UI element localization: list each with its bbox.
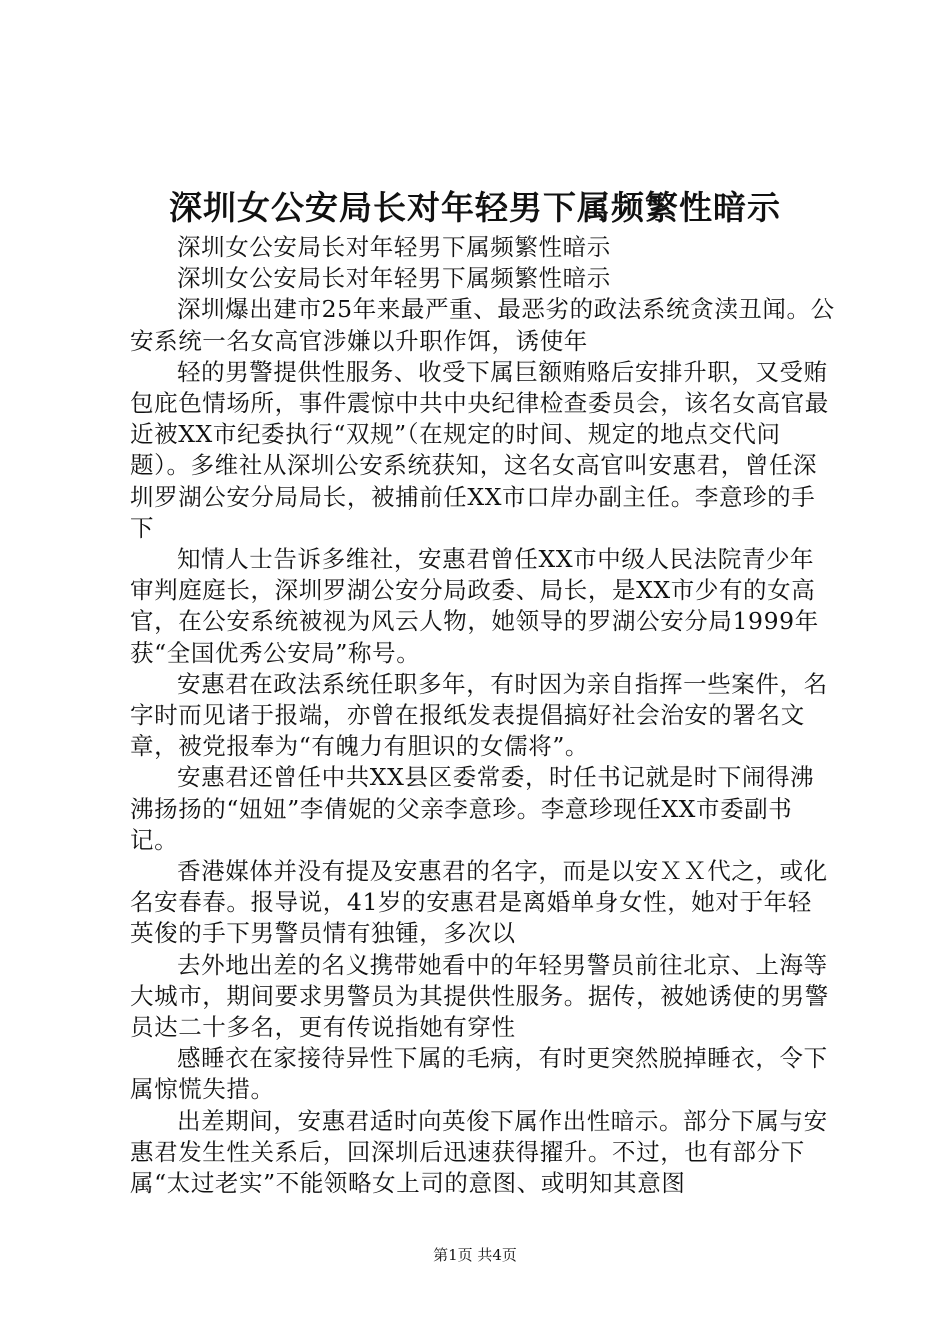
paragraph: 香港媒体并没有提及安惠君的名字，而是以安ＸＸ代之，或化名安春春。报导说，41岁的安惠君是离婚单身女性，她对于年轻英俊的手下男警员情有独锺，多次以 xyxy=(130,857,828,948)
paragraph: 深圳女公安局长对年轻男下属频繁性暗示 xyxy=(177,233,611,261)
paragraph: 出差期间，安惠君适时向英俊下属作出性暗示。部分下属与安惠君发生性关系后，回深圳后迅速获得擢升。不过，也有部分下属“太过老实”不能领略女上司的意图、或明知其意图 xyxy=(130,1106,828,1198)
paragraph: 轻的男警提供性服务、收受下属巨额贿赂后安排升职，又受贿包庇色情场所，事件震惊中共中央纪律检查委员会，该名女高官最近被XX市纪委执行“双规”（在规定的时间、规定的地点交代问题）。多维社从深圳公安系统获知，这名女高官叫安惠君，曾任深圳罗湖公安分局局长，被捕前任XX市口岸办副主任。李意珍的手下 xyxy=(130,357,829,542)
paragraph: 知情人士告诉多维社，安惠君曾任XX市中级人民法院青少年审判庭庭长，深圳罗湖公安分局政委、局长，是XX市少有的女高官，在公安系统被视为风云人物，她领导的罗湖公安分局1999年获“全国优秀公安局”称号。 xyxy=(130,545,819,667)
page-number-footer: 第1页 共4页 xyxy=(433,1246,517,1264)
document-title: 深圳女公安局长对年轻男下属频繁性暗示 xyxy=(169,188,781,227)
paragraph: 感睡衣在家接待异性下属的毛病，有时更突然脱掉睡衣，令下属惊慌失措。 xyxy=(130,1044,828,1104)
paragraph: 去外地出差的名义携带她看中的年轻男警员前往北京、上海等大城市，期间要求男警员为其提供性服务。据传，被她诱使的男警员达二十多名，更有传说指她有穿性 xyxy=(130,950,829,1042)
paragraph: 安惠君还曾任中共XX县区委常委，时任书记就是时下闹得沸沸扬扬的“妞妞”李倩妮的父亲李意珍。李意珍现任XX市委副书记。 xyxy=(130,763,815,854)
paragraph: 安惠君在政法系统任职多年，有时因为亲自指挥一些案件，名字时而见诸于报端，亦曾在报纸发表提倡搞好社会治安的署名文章，被党报奉为“有魄力有胆识的女儒将”。 xyxy=(130,669,828,761)
document-body xyxy=(130,232,835,1199)
paragraph: 深圳爆出建市25年来最严重、最恶劣的政法系统贪渎丑闻。公安系统一名女高官涉嫌以升职作饵，诱使年 xyxy=(130,295,835,355)
paragraph: 深圳女公安局长对年轻男下属频繁性暗示 xyxy=(177,264,611,293)
